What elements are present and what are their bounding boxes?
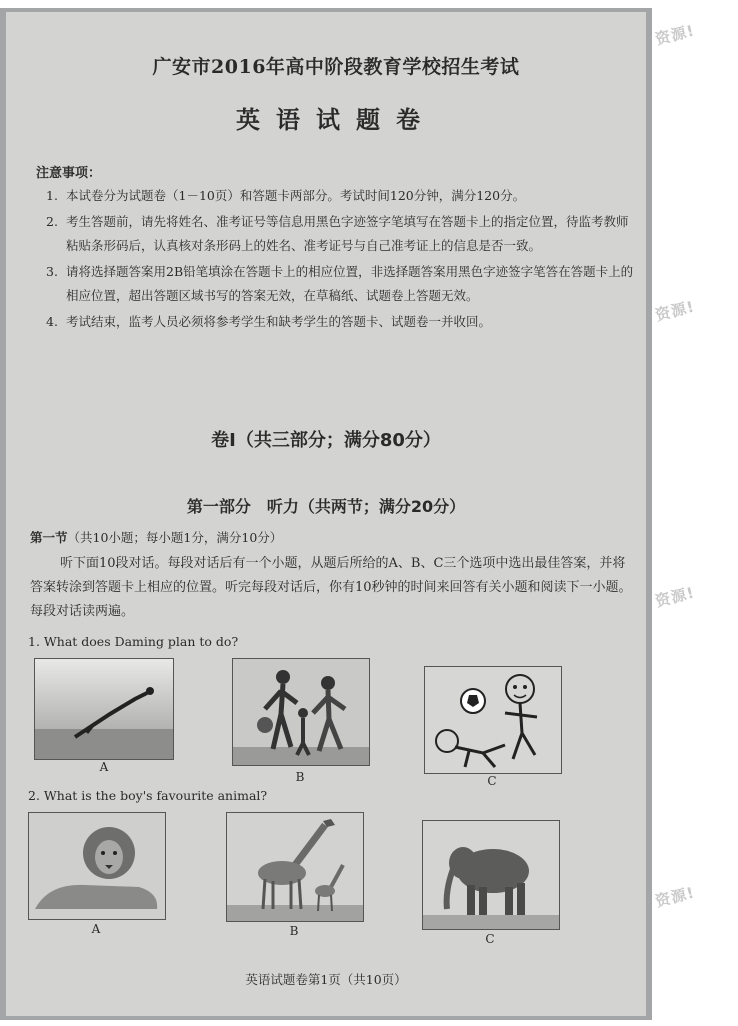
watermark-text: 资源! <box>653 297 697 325</box>
notice-item <box>46 260 638 308</box>
question-number: 1. <box>28 634 40 649</box>
watermark-text: 资源! <box>653 583 697 611</box>
notice-list <box>46 184 638 336</box>
notice-number: 3. <box>46 264 58 279</box>
notice-number: 1. <box>46 188 58 203</box>
diving-image <box>34 658 174 760</box>
listening-instructions: 听下面10段对话。每段对话后有一个小题，从题后所给的A、B、C三个选项中选出最佳答案，并将答案转涂到答题卡上相应的位置。听完每段对话后，你有10秒钟的时间来回答有关小题和阅读下一小题。每段对话读两遍。 <box>30 556 632 619</box>
question-text: What is the boy's favourite animal? <box>43 788 268 803</box>
option-label: A <box>91 922 101 936</box>
notice-number: 4. <box>46 314 58 329</box>
elephant-image <box>422 820 560 930</box>
option-label: B <box>295 770 305 784</box>
option-label: B <box>289 924 299 938</box>
notice-text: 考试结束，监考人员必须将参考学生和缺考学生的答题卡、试题卷一并收回。 <box>66 314 492 329</box>
section-name: 第一节 <box>30 530 68 545</box>
question-text: What does Daming plan to do? <box>43 634 239 649</box>
page-footer: 英语试题卷第1页（共10页） <box>245 972 407 987</box>
notice-item <box>46 184 638 208</box>
photo-frame <box>0 8 652 1020</box>
question-number: 2. <box>28 788 40 803</box>
lion-image <box>28 812 166 920</box>
notice-item <box>46 310 638 334</box>
question-2 <box>28 788 267 803</box>
volume-title: 卷Ⅰ（共三部分；满分80分） <box>211 430 441 451</box>
notice-text: 请将选择题答案用2B铅笔填涂在答题卡上的相应位置，非选择题答案用黑色字迹签字笔答在答题卡上的相应位置，超出答题区域书写的答案无效，在草稿纸、试题卷上答题无效。 <box>66 264 634 303</box>
notice-item <box>46 210 638 258</box>
option-label: C <box>485 932 495 946</box>
notice-text: 本试卷分为试题卷（1－10页）和答题卡两部分。考试时间120分钟，满分120分。 <box>66 188 526 203</box>
section-description: （共10小题；每小题1分，满分10分） <box>67 530 283 545</box>
football-cartoon-image <box>424 666 562 774</box>
section-heading <box>30 528 282 546</box>
watermark-text: 资源! <box>653 21 697 49</box>
option-label: A <box>99 760 109 774</box>
notice-number: 2. <box>46 214 58 229</box>
notice-title: 注意事项： <box>36 166 102 181</box>
question-1 <box>28 634 238 649</box>
giraffe-image <box>226 812 364 922</box>
part-title: 第一部分 听力（共两节；满分20分） <box>186 497 466 516</box>
watermark-text: 资源! <box>653 883 697 911</box>
exam-title: 英语试题卷 <box>236 105 436 134</box>
basketball-image <box>232 658 370 766</box>
exam-header: 广安市2016年高中阶段教育学校招生考试 <box>152 56 520 78</box>
notice-text: 考生答题前，请先将姓名、准考证号等信息用黑色字迹签字笔填写在答题卡上的指定位置，待监考教师粘贴条形码后，认真核对条形码上的姓名、准考证号与自己准考证上的信息是否一致。 <box>66 214 629 253</box>
exam-page <box>6 12 646 1016</box>
option-label: C <box>487 774 497 788</box>
